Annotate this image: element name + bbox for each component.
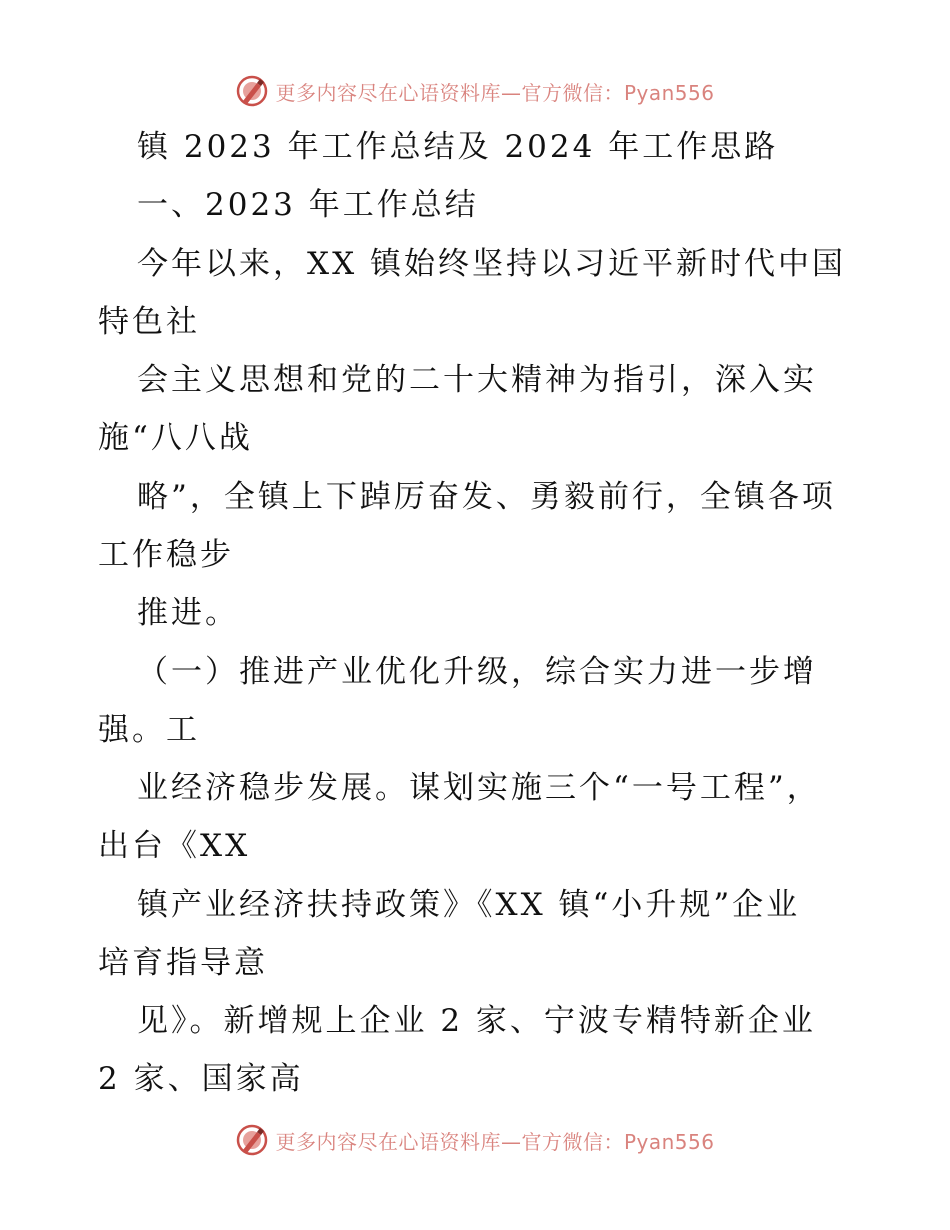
paragraph-line: 出台《XX (98, 828, 251, 864)
paragraph-line: 培育指导意 (98, 945, 268, 981)
paragraph-line: 会主义思想和党的二十大精神为指引，深入实 (137, 362, 817, 398)
watermark-text: 更多内容尽在心语资料库—官方微信：Pyan556 (275, 80, 715, 105)
subsection-heading: （一）推进产业优化升级，综合实力进一步增 (137, 654, 817, 690)
watermark-header (0, 71, 950, 111)
paragraph-line: 见》。新增规上企业 2 家、宁波专精特新企业 (137, 1003, 816, 1039)
paragraph-line: 推进。 (137, 595, 239, 631)
paragraph-line: 镇产业经济扶持政策》《XX 镇“小升规”企业 (137, 887, 801, 923)
section-heading: 一、2023 年工作总结 (137, 187, 479, 223)
watermark-footer (0, 1120, 950, 1160)
paragraph-line: 业经济稳步发展。谋划实施三个“一号工程”， (137, 770, 821, 806)
document-title: 镇 2023 年工作总结及 2024 年工作思路 (137, 129, 779, 165)
paragraph-line: 特色社 (98, 304, 200, 340)
writing-pen-logo-icon (235, 74, 269, 108)
watermark-text: 更多内容尽在心语资料库—官方微信：Pyan556 (275, 1129, 715, 1154)
paragraph-line: 2 家、国家高 (98, 1061, 304, 1097)
writing-pen-logo-icon (235, 1123, 269, 1157)
paragraph-line: 略”，全镇上下踔厉奋发、勇毅前行，全镇各项 (137, 479, 836, 515)
paragraph-line: 施“八八战 (98, 420, 253, 456)
paragraph-line: 工作稳步 (98, 537, 234, 573)
paragraph-line: 今年以来，XX 镇始终坚持以习近平新时代中国 (137, 246, 846, 282)
paragraph-line: 强。工 (98, 712, 200, 748)
